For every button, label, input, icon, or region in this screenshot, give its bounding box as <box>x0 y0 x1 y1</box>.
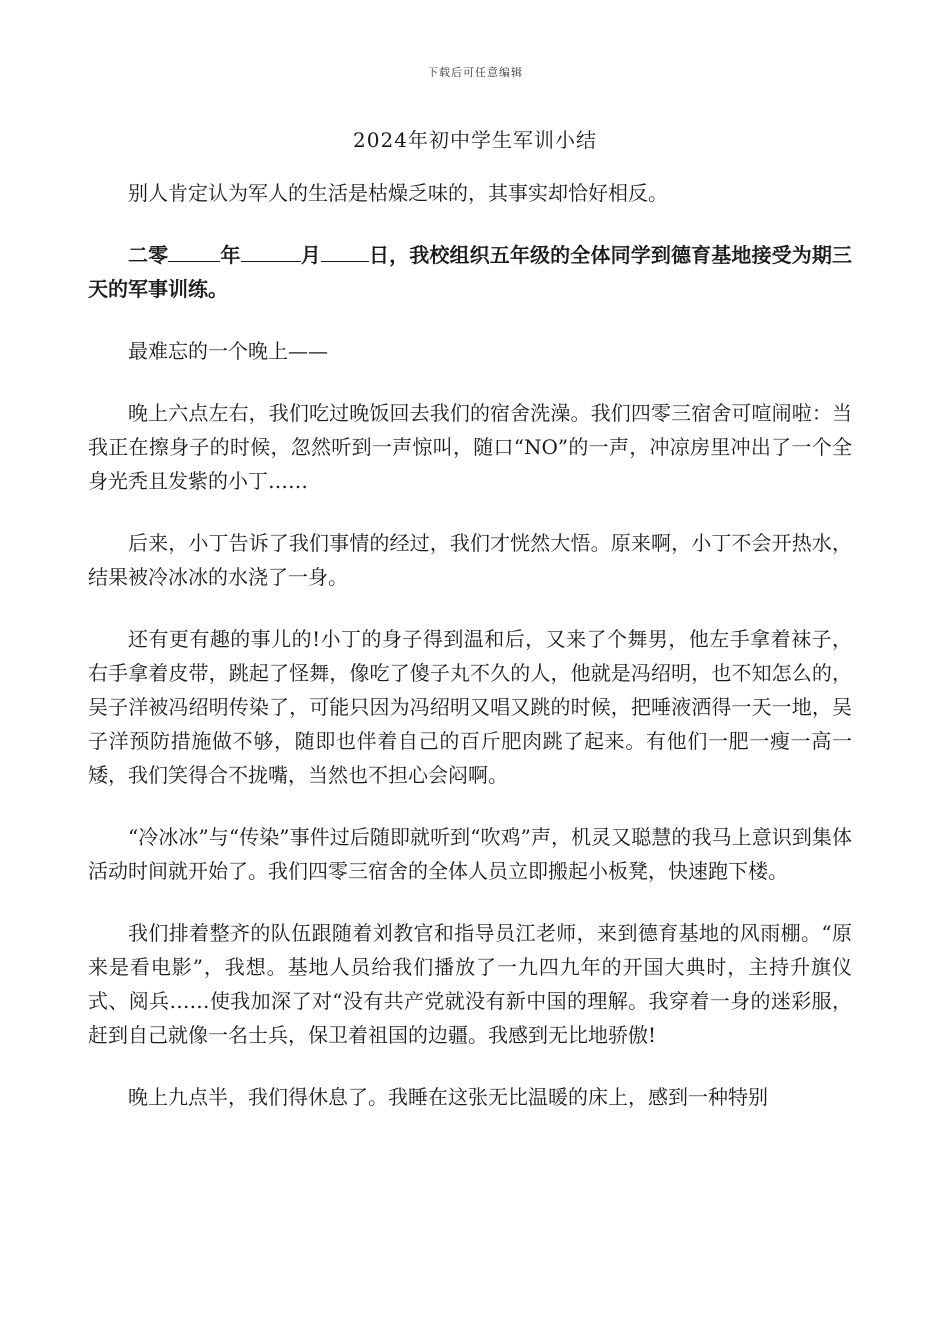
paragraph-2-part2: 年 <box>220 243 241 267</box>
paragraph-8: 我们排着整齐的队伍跟随着刘教官和指导员江老师，来到德育基地的风雨棚。“原来是看电影”，我想。基地人员给我们播放了一九四九年的开国大典时，主持升旗仪式、阅兵……使我加深了对“没有共产党就没有新中国的理解。我穿着一身的迷彩服，赶到自己就像一名士兵，保卫着祖国的边疆。我感到无比地骄傲! <box>88 921 852 1047</box>
paragraph-2-part3: 月 <box>300 243 321 267</box>
paragraph-5: 后来，小丁告诉了我们事情的经过，我们才恍然大悟。原来啊，小丁不会开热水，结果被冷冰冰的水浇了一身。 <box>88 531 852 589</box>
date-blank-day <box>321 239 369 262</box>
header-note: 下载后可任意编辑 <box>427 66 523 79</box>
paragraph-9: 晚上九点半，我们得休息了。我睡在这张无比温暖的床上，感到一种特别 <box>128 1085 768 1109</box>
paragraph-4: 晚上六点左右，我们吃过晚饭回去我们的宿舍洗澡。我们四零三宿舍可喧闹啦：当我正在擦身子的时候，忽然听到一声惊叫，随口“NO”的一声，冲凉房里冲出了一个全身光秃且发紫的小丁…… <box>88 401 852 493</box>
paragraph-3: 最难忘的一个晚上—— <box>128 339 328 363</box>
paragraph-2-part4: 日，我校组织五年级的全体同学到德育基地接受为期三天的军事训练。 <box>88 243 853 301</box>
paragraph-2 <box>88 238 852 306</box>
paragraph-7: “冷冰冰”与“传染”事件过后随即就听到“吹鸡”声，机灵又聪慧的我马上意识到集体活动时间就开始了。我们四零三宿舍的全体人员立即搬起小板凳，快速跑下楼。 <box>88 825 852 883</box>
date-blank-month <box>241 239 301 262</box>
document-title: 2024年初中学生军训小结 <box>353 128 597 152</box>
document-body <box>88 176 852 1142</box>
paragraph-1: 别人肯定认为军人的生活是枯燥乏味的，其事实却恰好相反。 <box>128 181 668 205</box>
paragraph-2-part1: 二零 <box>128 243 169 267</box>
date-blank-year <box>168 239 220 262</box>
paragraph-6: 还有更有趣的事儿的!小丁的身子得到温和后，又来了个舞男，他左手拿着袜子，右手拿着皮带，跳起了怪舞，像吃了傻子丸不久的人，他就是冯绍明，也不知怎么的，吴子洋被冯绍明传染了，可能只因为冯绍明又唱又跳的时候，把唾液洒得一天一地，吴子洋预防措施做不够，随即也伴着自己的百斤肥肉跳了起来。有他们一肥一瘦一高一矮，我们笑得合不拢嘴，当然也不担心会闷啊。 <box>88 627 852 787</box>
